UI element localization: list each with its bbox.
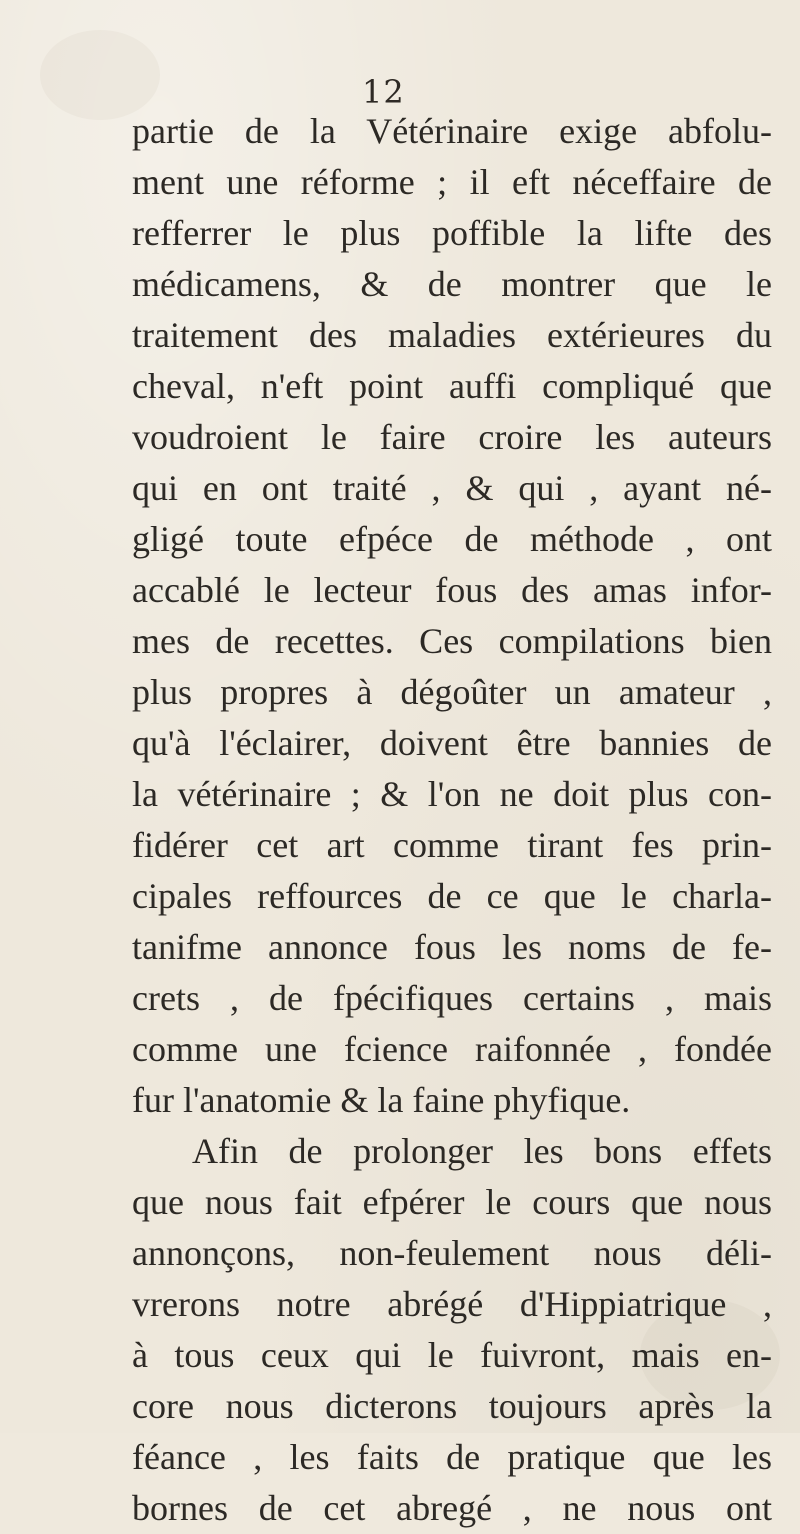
body-text: [132, 106, 772, 1534]
text-line: que nous fait efpérer le cours que nous: [132, 1182, 772, 1222]
page-number: 12: [362, 73, 405, 111]
text-line: voudroient le faire croire les auteurs: [132, 417, 772, 457]
text-line: tanifme annonce fous les noms de fe-: [132, 927, 772, 967]
text-line: Afin de prolonger les bons effets: [192, 1131, 772, 1171]
text-line: ment une réforme ; il eft néceffaire de: [132, 162, 772, 202]
text-line: qu'à l'éclairer, doivent être bannies de: [132, 723, 772, 763]
text-line: comme une fcience raifonnée , fondée: [132, 1029, 772, 1069]
text-line: bornes de cet abregé , ne nous ont: [132, 1488, 772, 1528]
text-line: à tous ceux qui le fuivront, mais en-: [132, 1335, 772, 1375]
text-line: qui en ont traité , & qui , ayant né-: [132, 468, 772, 508]
text-line: fur l'anatomie & la faine phyfique.: [132, 1080, 631, 1120]
text-line: médicamens, & de montrer que le: [132, 264, 772, 304]
text-line: crets , de fpécifiques certains , mais: [132, 978, 772, 1018]
text-line: gligé toute efpéce de méthode , ont: [132, 519, 772, 559]
text-line: traitement des maladies extérieures du: [132, 315, 772, 355]
text-line: plus propres à dégoûter un amateur ,: [132, 672, 772, 712]
text-line: annonçons, non-feulement nous déli-: [132, 1233, 772, 1273]
text-line: refferrer le plus poffible la lifte des: [132, 213, 772, 253]
text-line: vrerons notre abrégé d'Hippiatrique ,: [132, 1284, 772, 1324]
text-line: accablé le lecteur fous des amas infor-: [132, 570, 772, 610]
text-line: core nous dicterons toujours après la: [132, 1386, 772, 1426]
text-line: fidérer cet art comme tirant fes prin-: [132, 825, 772, 865]
text-line: partie de la Vétérinaire exige abfolu-: [132, 111, 772, 151]
text-line: féance , les faits de pratique que les: [132, 1437, 772, 1477]
text-line: mes de recettes. Ces compilations bien: [132, 621, 772, 661]
text-line: cipales reffources de ce que le charla-: [132, 876, 772, 916]
text-line: cheval, n'eft point auffi compliqué que: [132, 366, 772, 406]
text-line: la vétérinaire ; & l'on ne doit plus con-: [132, 774, 772, 814]
